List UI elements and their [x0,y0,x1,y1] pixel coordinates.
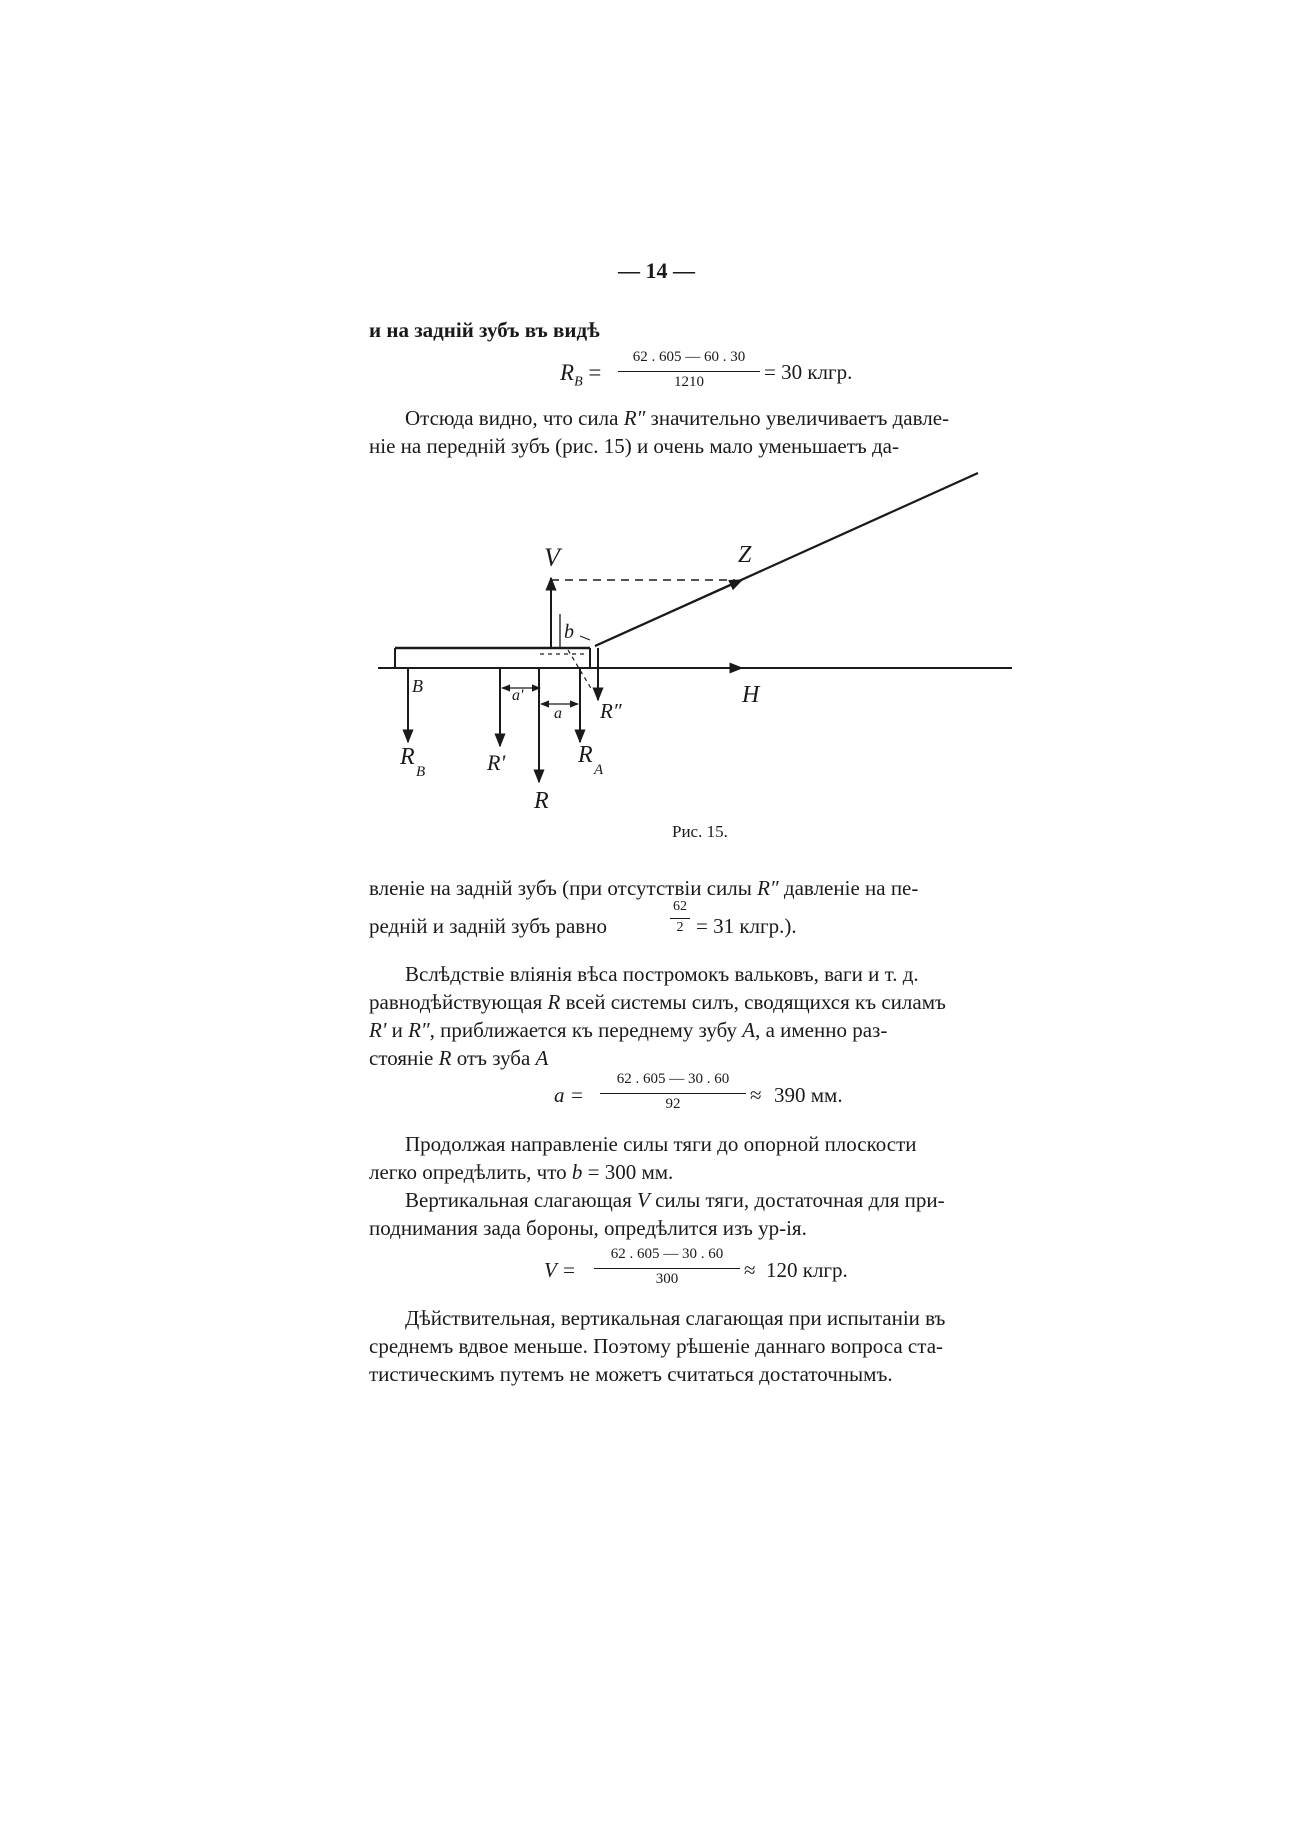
paragraph-line: Вертикальная слагающая V силы тяги, достаточная для при- [405,1188,945,1212]
paragraph-line: ніе на передній зубъ (рис. 15) и очень мало уменьшаетъ да- [369,434,899,458]
label-v: V [544,543,560,572]
dimension-b-tick [580,636,590,640]
z-force-arrow [595,580,742,646]
label-rb-sub: B [416,764,426,780]
eq3-rhs: 120 клгр. [766,1258,848,1282]
paragraph-line: поднимания зада бороны, опредѣлится изъ ур-ія. [369,1216,807,1240]
figure-caption: Рис. 15. [672,822,728,841]
paragraph-line: Отсюда видно, что сила R″ значительно увеличиваетъ давле- [405,406,950,430]
eq1-denominator: 1210 [674,374,704,390]
eq2-approx: ≈ [750,1083,762,1107]
eq1-numerator: 62 . 605 — 60 . 30 [632,349,746,365]
label-ra: R [578,742,593,768]
p3-fraction-numerator: 62 [673,899,687,914]
label-b-point: B [412,676,423,696]
label-z: Z [738,542,752,568]
paragraph-line: Дѣйствительная, вертикальная слагающая при испытаніи въ [405,1306,946,1330]
paragraph-line: Вслѣдствіе вліянія вѣса постромокъ вальковъ, ваги и т. д. [405,962,919,986]
eq3-numerator: 62 . 605 — 30 . 60 [610,1246,724,1262]
label-a: a [554,705,562,722]
eq3-fraction-bar [594,1268,740,1269]
label-r-prime: R' [487,750,506,775]
paragraph-line: = 31 клгр.). [696,914,797,938]
eq3-approx: ≈ [744,1258,756,1282]
paragraph-line: и на задній зубъ въ видѣ [369,318,600,342]
paragraph-line: вленіе на задній зубъ (при отсутствіи силы R″ давленіе на пе- [369,876,919,900]
eq3-denominator: 300 [655,1271,679,1287]
paragraph-line: стояніе R отъ зуба A [369,1046,549,1070]
p3-fraction-denominator: 2 [676,920,684,935]
page-number: — 14 — [618,258,695,283]
label-b: b [564,621,574,643]
eq2-rhs: 390 мм. [774,1083,843,1107]
eq3-lhs: V = [544,1258,576,1282]
eq1-rhs: = 30 клгр. [764,360,853,384]
eq2-fraction-bar [600,1093,746,1094]
label-r: R [534,788,549,814]
label-a-prime: a' [512,687,524,704]
eq2-numerator: 62 . 605 — 30 . 60 [616,1071,730,1087]
paragraph-line: редній и задній зубъ равно [369,914,607,938]
paragraph-line: тистическимъ путемъ не можетъ считаться достаточнымъ. [369,1362,893,1386]
label-ra-sub: A [594,762,604,778]
paragraph-line: R' и R″, приближается къ переднему зубу A, а именно раз- [369,1018,888,1042]
eq2-lhs: a = [554,1083,584,1107]
paragraph-line: легко опредѣлить, что b = 300 мм. [369,1160,674,1184]
label-r-double: R″ [600,699,622,723]
paragraph-line: Продолжая направленіе силы тяги до опорной плоскости [405,1132,917,1156]
paragraph-line: среднемъ вдвое меньше. Поэтому рѣшеніе даннаго вопроса ста- [369,1334,944,1358]
label-h: H [742,682,760,708]
label-rb: R [400,744,415,770]
eq2-denominator: 92 [665,1096,681,1112]
p3-fraction-bar [670,918,690,919]
eq1-lhs: $R_B$ = [560,360,602,390]
paragraph-line: равнодѣйствующая R всей системы силъ, сводящихся къ силамъ [369,990,946,1014]
